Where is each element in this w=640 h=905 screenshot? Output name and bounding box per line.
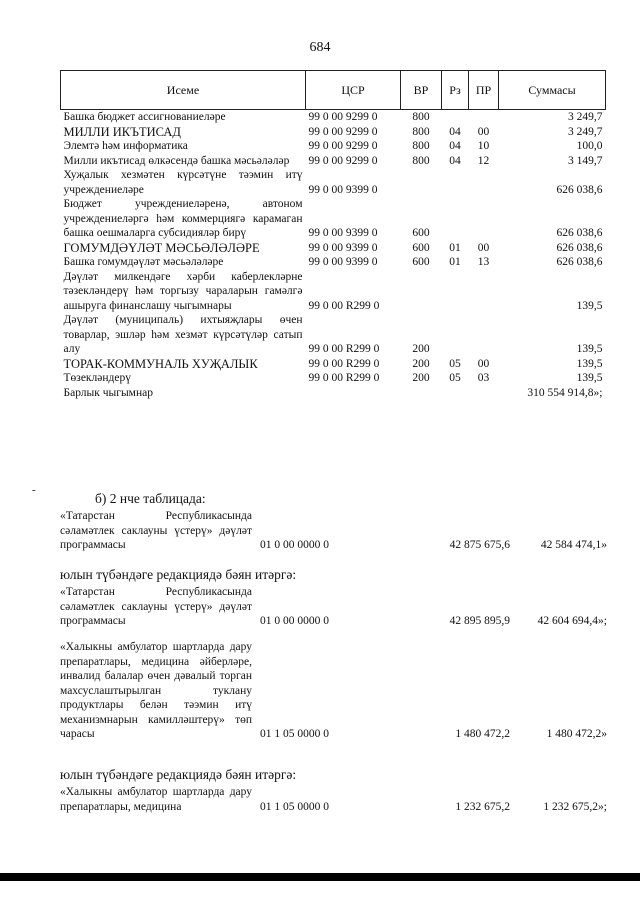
cell-pr: 10 bbox=[477, 140, 490, 152]
program-value-1: 1 480 472,2 bbox=[455, 728, 510, 740]
cell-sum: 626 038,6 bbox=[556, 227, 603, 239]
cell-csr: 99 0 00 9299 0 bbox=[308, 140, 378, 152]
cell-sum: 139,5 bbox=[576, 299, 603, 312]
cell-csr: 99 0 00 R299 0 bbox=[308, 299, 380, 312]
program-value-2: 1 480 472,2» bbox=[546, 728, 607, 740]
program-code: 01 0 00 0000 0 bbox=[260, 539, 329, 551]
cell-rz: 04 bbox=[449, 125, 461, 138]
table-header-row bbox=[61, 71, 606, 110]
edit-heading: юлын түбәндәге редакциядә бәян итәргә: bbox=[60, 767, 297, 782]
table-row bbox=[61, 255, 606, 270]
cell-rz: 01 bbox=[449, 256, 461, 268]
table-row bbox=[61, 168, 606, 197]
table-row bbox=[61, 125, 606, 140]
cell-name: Элемтә һәм информатика bbox=[63, 140, 188, 152]
section-b-program-3 bbox=[60, 638, 615, 742]
table-row bbox=[61, 270, 606, 314]
program-row bbox=[60, 785, 615, 814]
section-b-edit-2 bbox=[60, 766, 615, 814]
cell-pr: 03 bbox=[477, 372, 490, 384]
cell-name: Дәүләт (муниципаль) ихтыяҗлары өчен товарлар, эшләр һәм хезмәт күрсәтүләр сатып алу bbox=[63, 314, 303, 355]
cell-vr: 200 bbox=[412, 343, 430, 355]
table-row bbox=[61, 154, 606, 169]
cell-sum: 139,5 bbox=[576, 372, 603, 384]
cell-name: ТОРАК-КОММУНАЛЬ ХУҖАЛЫК bbox=[63, 356, 258, 371]
program-value-2: 42 604 694,4»; bbox=[537, 615, 607, 627]
page-number: 684 bbox=[309, 40, 331, 55]
program-value-1: 42 895 895,9 bbox=[449, 615, 510, 627]
margin-mark: - bbox=[32, 484, 36, 496]
header-vr: ВР bbox=[401, 71, 442, 110]
budget-table bbox=[60, 70, 606, 400]
cell-sum: 626 038,6 bbox=[556, 183, 603, 196]
cell-name: Милли икътисад өлкәсендә башка мәсьәләләр bbox=[63, 154, 290, 167]
cell-csr: 99 0 00 9299 0 bbox=[308, 154, 378, 167]
cell-name: Бюджет учреждениеләренә, автоном учреждениеләргә һәм коммерциягә карамаган башка оешмаларга субсидияләр бирү bbox=[63, 198, 303, 239]
cell-name: Башка гомумдәүләт мәсьәләләре bbox=[63, 256, 224, 268]
cell-rz bbox=[442, 197, 469, 241]
cell-csr: 99 0 00 9399 0 bbox=[308, 256, 378, 268]
cell-pr: 12 bbox=[477, 154, 490, 167]
cell-sum: 100,0 bbox=[576, 140, 603, 152]
section-b bbox=[60, 490, 615, 553]
cell-name: ГОМУМДӘҮЛӘТ МӘСЬӘЛӘЛӘРЕ bbox=[63, 240, 260, 255]
cell-name: Башка бюджет ассигнованиеләре bbox=[63, 111, 226, 123]
program-value-2: 42 584 474,1» bbox=[540, 539, 607, 551]
cell-csr: 99 0 00 9399 0 bbox=[308, 241, 378, 254]
table-row bbox=[61, 139, 606, 154]
table-row bbox=[61, 313, 606, 357]
program-row bbox=[60, 509, 615, 553]
cell-csr: 99 0 00 R299 0 bbox=[308, 343, 380, 355]
cell-vr: 600 bbox=[412, 256, 430, 268]
program-value-2: 1 232 675,2»; bbox=[543, 800, 607, 813]
cell-sum: 626 038,6 bbox=[556, 256, 603, 268]
cell-rz: 01 bbox=[449, 241, 461, 254]
cell-pr: 00 bbox=[477, 241, 490, 254]
table-row bbox=[61, 241, 606, 256]
program-name: «Татарстан Республикасында сәламәтлек саклауны үстерү» дәүләт программасы bbox=[60, 510, 252, 551]
cell-rz bbox=[442, 110, 469, 125]
table-row bbox=[61, 197, 606, 241]
cell-name: Хуҗалык хезмәтен күрсәтүне тәэмин итү учреждениеләре bbox=[63, 169, 303, 196]
table-row bbox=[61, 357, 606, 372]
program-name: «Халыкны амбулатор шартларда дару препаратлары, медицина bbox=[60, 786, 252, 813]
cell-pr bbox=[469, 313, 499, 357]
header-pr: ПР bbox=[469, 71, 499, 110]
cell-pr bbox=[469, 110, 499, 125]
cell-rz: 05 bbox=[449, 372, 461, 384]
program-row bbox=[60, 640, 615, 742]
section-b-edit-1 bbox=[60, 566, 615, 629]
cell-rz bbox=[442, 270, 469, 314]
cell-rz bbox=[442, 386, 469, 401]
cell-csr: 99 0 00 R299 0 bbox=[308, 372, 380, 384]
cell-name: Төзекләндерү bbox=[63, 372, 131, 384]
cell-name: МИЛЛИ ИКЪТИСАД bbox=[63, 124, 181, 139]
edit-heading: юлын түбәндәге редакциядә бәян итәргә: bbox=[60, 567, 297, 582]
cell-vr bbox=[401, 168, 442, 197]
cell-sum: 3 249,7 bbox=[568, 125, 603, 138]
table-row bbox=[61, 110, 606, 125]
cell-vr: 600 bbox=[412, 241, 430, 254]
budget-table-body bbox=[61, 110, 606, 401]
cell-pr bbox=[469, 197, 499, 241]
cell-name: Дәүләт милкендәге хәрби каберлекләрне тәзекләндерү һәм торгызу чараларын гамәлгә ашыруга финанслашу чыгымнары bbox=[63, 270, 303, 312]
cell-rz bbox=[442, 168, 469, 197]
cell-vr: 800 bbox=[412, 125, 430, 138]
program-code: 01 0 00 0000 0 bbox=[260, 615, 329, 627]
cell-pr: 00 bbox=[477, 357, 490, 370]
budget-table-wrapper bbox=[60, 70, 605, 400]
program-code: 01 1 05 0000 0 bbox=[260, 800, 329, 813]
cell-pr: 00 bbox=[477, 125, 490, 138]
program-row bbox=[60, 585, 615, 629]
cell-pr bbox=[469, 386, 499, 401]
header-csr: ЦСР bbox=[306, 71, 401, 110]
table-row bbox=[61, 386, 606, 401]
cell-rz: 05 bbox=[449, 357, 461, 370]
program-code: 01 1 05 0000 0 bbox=[260, 728, 329, 740]
cell-pr bbox=[469, 168, 499, 197]
cell-sum: 626 038,6 bbox=[556, 241, 603, 254]
cell-pr: 13 bbox=[477, 256, 490, 268]
cell-rz: 04 bbox=[449, 154, 461, 167]
cell-vr: 200 bbox=[412, 357, 430, 370]
cell-rz bbox=[442, 313, 469, 357]
program-name: «Халыкны амбулатор шартларда дару препаратлары, медицина әйберләре, инвалид балалар өчен дәвалый торган махсуслаштырылган туклану продуктлары белән тәэмин итү механизмнарын камилләштерү» төп чарасы bbox=[60, 641, 252, 740]
cell-sum: 3 149,7 bbox=[568, 154, 603, 167]
table-row bbox=[61, 371, 606, 386]
cell-vr: 800 bbox=[412, 154, 430, 167]
cell-csr bbox=[306, 386, 401, 401]
program-name: «Татарстан Республикасында сәламәтлек саклауны үстерү» дәүләт программасы bbox=[60, 586, 252, 627]
cell-vr: 600 bbox=[412, 227, 430, 239]
cell-csr: 99 0 00 9299 0 bbox=[308, 125, 378, 138]
cell-vr bbox=[401, 386, 442, 401]
scan-edge bbox=[0, 873, 640, 881]
header-rz: Рз bbox=[442, 71, 469, 110]
cell-pr bbox=[469, 270, 499, 314]
cell-vr: 800 bbox=[412, 140, 430, 152]
cell-sum: 310 554 914,8»; bbox=[527, 386, 603, 399]
cell-vr: 200 bbox=[412, 372, 430, 384]
header-sum: Суммасы bbox=[499, 71, 606, 110]
cell-csr: 99 0 00 9299 0 bbox=[308, 111, 378, 123]
cell-sum: 3 249,7 bbox=[568, 111, 603, 123]
cell-vr bbox=[401, 270, 442, 314]
section-b-heading: б) 2 нче таблицада: bbox=[95, 491, 206, 506]
cell-csr: 99 0 00 9399 0 bbox=[308, 183, 378, 196]
cell-sum: 139,5 bbox=[576, 357, 603, 370]
cell-csr: 99 0 00 R299 0 bbox=[308, 357, 380, 370]
program-value-1: 42 875 675,6 bbox=[449, 539, 510, 551]
cell-rz: 04 bbox=[449, 140, 461, 152]
cell-name: Барлык чыгымнар bbox=[63, 386, 153, 399]
header-name: Исеме bbox=[61, 71, 306, 110]
cell-sum: 139,5 bbox=[576, 343, 603, 355]
cell-vr: 800 bbox=[412, 111, 430, 123]
cell-csr: 99 0 00 9399 0 bbox=[308, 227, 378, 239]
program-value-1: 1 232 675,2 bbox=[455, 800, 510, 813]
